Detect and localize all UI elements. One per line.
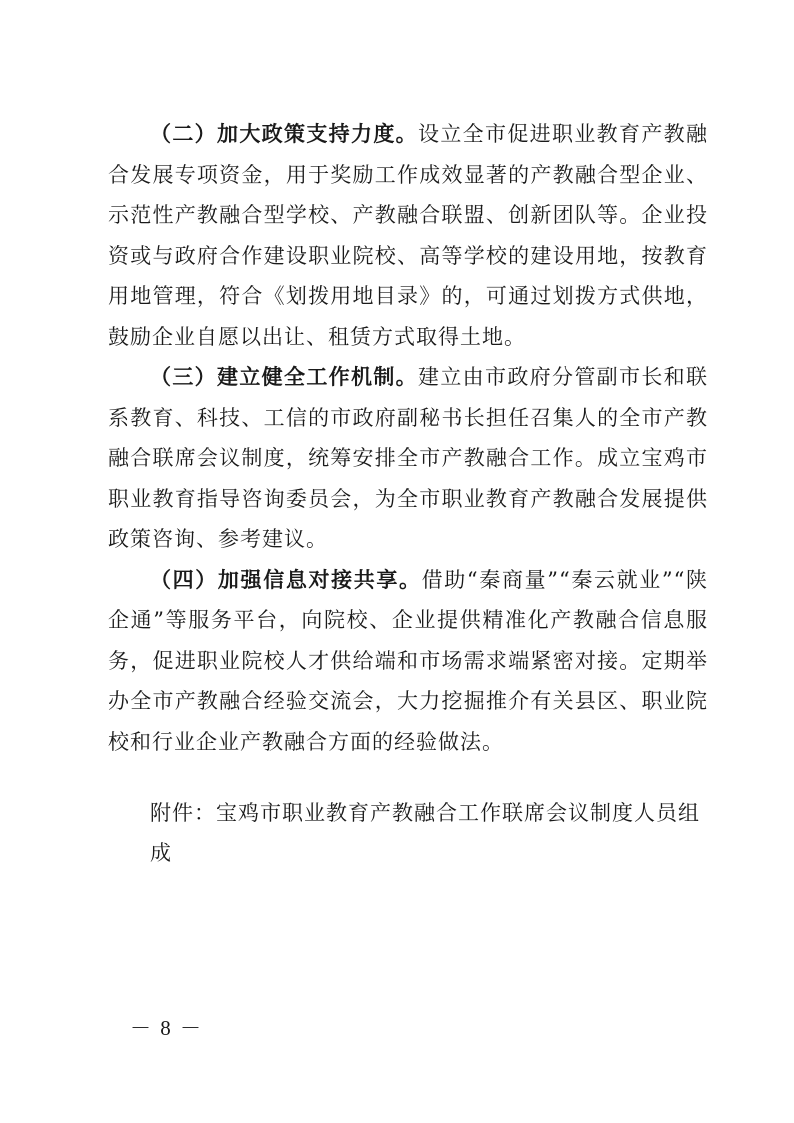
section-2-paragraph bbox=[108, 114, 708, 357]
section-4-body: 借助“秦商量”“秦云就业”“陕企通”等服务平台，向院校、企业提供精准化产教融合信息服务，促进职业院校人才供给端和市场需求端紧密对接。定期举办全市产教融合经验交流会，大力挖掘推介有关县区、职业院校和行业企业产教融合方面的经验做法。 bbox=[108, 567, 708, 754]
section-4-heading: （四）加强信息对接共享。 bbox=[150, 566, 422, 592]
body-text bbox=[108, 114, 708, 762]
attachment-note: 附件：宝鸡市职业教育产教融合工作联席会议制度人员组成 bbox=[150, 801, 700, 865]
section-3-heading: （三）建立健全工作机制。 bbox=[150, 364, 418, 389]
section-2-heading: （二）加大政策支持力度。 bbox=[150, 121, 418, 146]
section-3-paragraph bbox=[108, 357, 708, 560]
page-number: － 8 － bbox=[130, 1016, 203, 1040]
section-2-body: 设立全市促进职业教育产教融合发展专项资金，用于奖励工作成效显著的产教融合型企业、示范性产教融合型学校、产教融合联盟、创新团队等。企业投资或与政府合作建设职业院校、高等学校的建设用地，按教育用地管理，符合《划拨用地目录》的，可通过划拨方式供地，鼓励企业自愿以出让、租赁方式取得土地。 bbox=[108, 122, 708, 349]
section-3-body: 建立由市政府分管副市长和联系教育、科技、工信的市政府副秘书长担任召集人的全市产教融合联席会议制度，统筹安排全市产教融合工作。成立宝鸡市职业教育指导咨询委员会，为全市职业教育产教融合发展提供政策咨询、参考建议。 bbox=[108, 365, 708, 551]
section-4-paragraph bbox=[108, 560, 708, 763]
